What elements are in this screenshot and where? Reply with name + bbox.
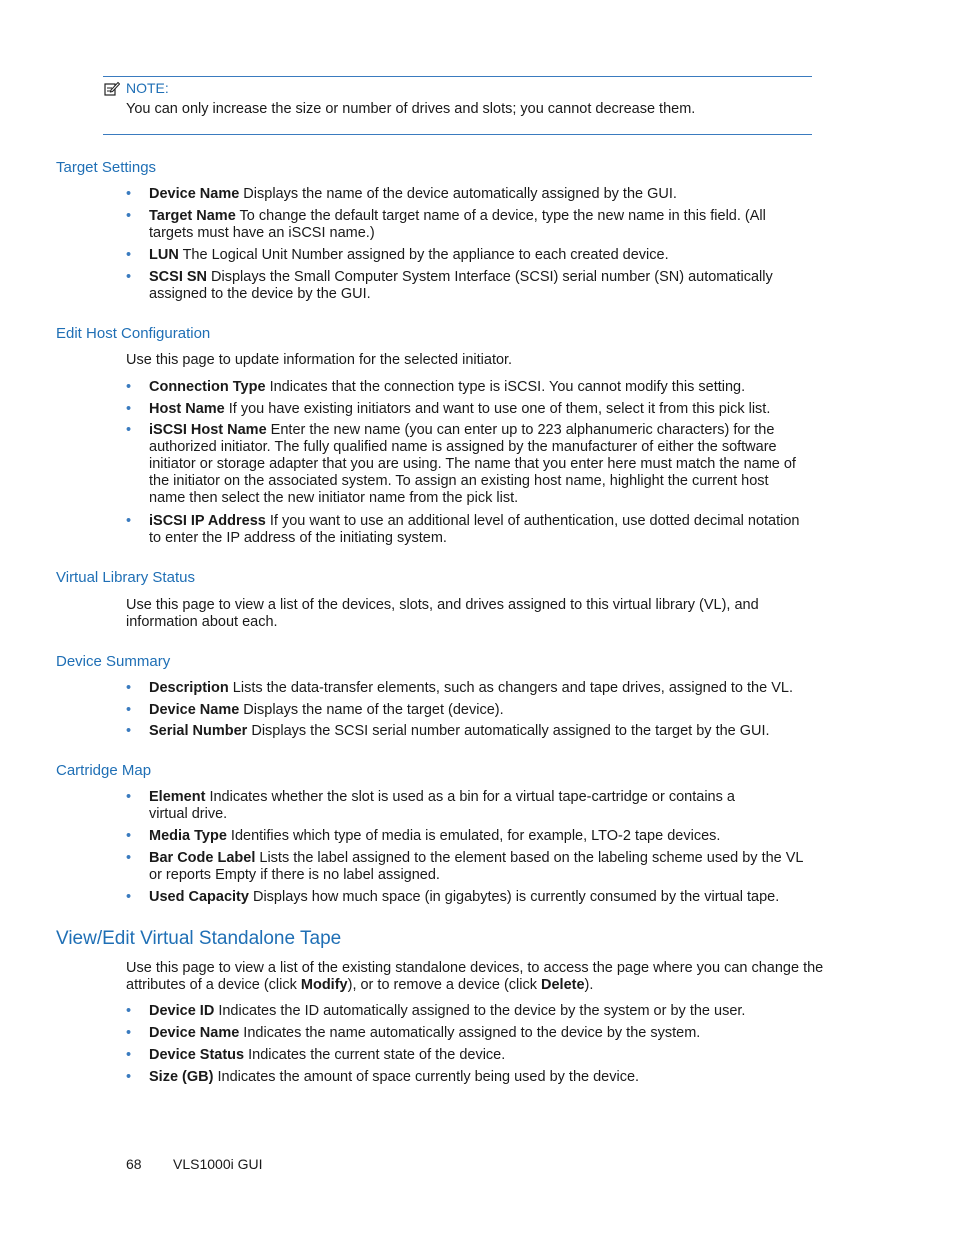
list-item: • Device Name Displays the name of the target (device). [126, 702, 504, 718]
standalone-intro: Use this page to view a list of the existing standalone devices, to access the page where you can change the attributes of a device (click Modify), or to remove a device (click Delete). [126, 960, 824, 993]
bullet-icon: • [126, 889, 132, 905]
list-item: • Host Name If you have existing initiators and want to use one of them, select it from this pick list. [126, 401, 771, 417]
bullet-icon: • [126, 1003, 132, 1019]
list-item: • iSCSI Host Name Enter the new name (you can enter up to 223 alphanumeric characters) for the authorized initiator. The fully qualified name is assigned by the manufacturer of either the software initiator or storage adapter that you are using. The name that you enter here must match the name of the initiator on the associated system. To assign an existing host name, highlight the current host name then select the new initiator name from the pick list. [126, 422, 796, 506]
list-item: • Device Name Displays the name of the device automatically assigned by the GUI. [126, 186, 677, 202]
bullet-icon: • [126, 269, 132, 285]
heading-edit-host-configuration: Edit Host Configuration [56, 325, 211, 342]
list-item: • SCSI SN Displays the Small Computer System Interface (SCSI) serial number (SN) automatically assigned to the device by the GUI. [126, 269, 773, 302]
note-header [104, 80, 169, 96]
edit-host-intro: Use this page to update information for the selected initiator. [126, 352, 513, 368]
bullet-icon: • [126, 401, 132, 417]
bullet-icon: • [126, 186, 132, 202]
bullet-icon: • [126, 513, 132, 529]
bullet-icon: • [126, 828, 132, 844]
list-item: • Description Lists the data-transfer elements, such as changers and tape drives, assigned to the VL. [126, 680, 793, 696]
heading-target-settings: Target Settings [56, 159, 157, 176]
footer-title: VLS1000i GUI [173, 1156, 263, 1172]
bullet-icon: • [126, 702, 132, 718]
note-pencil-icon [104, 81, 120, 96]
bullet-icon: • [126, 723, 132, 739]
list-item: • Target Name To change the default target name of a device, type the new name in this field. (All targets must have an iSCSI name.) [126, 208, 766, 241]
list-item: • Connection Type Indicates that the connection type is iSCSI. You cannot modify this setting. [126, 379, 746, 395]
bullet-icon: • [126, 680, 132, 696]
bullet-icon: • [126, 850, 132, 866]
bullet-icon: • [126, 1069, 132, 1085]
list-item: • Serial Number Displays the SCSI serial number automatically assigned to the target by the GUI. [126, 723, 770, 739]
bullet-icon: • [126, 422, 132, 438]
list-item: • Device ID Indicates the ID automatically assigned to the device by the system or by the user. [126, 1003, 746, 1019]
bullet-icon: • [126, 789, 132, 805]
bullet-icon: • [126, 208, 132, 224]
list-item: • Element Indicates whether the slot is used as a bin for a virtual tape-cartridge or contains a virtual drive. [126, 789, 735, 822]
vl-status-intro: Use this page to view a list of the devices, slots, and drives assigned to this virtual library (VL), and information about each. [126, 597, 759, 630]
list-item: • Size (GB) Indicates the amount of space currently being used by the device. [126, 1069, 640, 1085]
note-label: NOTE: [126, 80, 169, 96]
bullet-icon: • [126, 1025, 132, 1041]
list-item: • Bar Code Label Lists the label assigned to the element based on the labeling scheme used by the VL or reports Empty if there is no label assigned. [126, 850, 803, 883]
heading-device-summary: Device Summary [56, 653, 171, 670]
list-item: • Device Status Indicates the current state of the device. [126, 1047, 506, 1063]
bullet-icon: • [126, 1047, 132, 1063]
note-box [103, 76, 812, 135]
heading-virtual-library-status: Virtual Library Status [56, 569, 195, 586]
heading-cartridge-map: Cartridge Map [56, 762, 152, 779]
list-item: • Used Capacity Displays how much space (in gigabytes) is currently consumed by the virtual tape. [126, 889, 780, 905]
list-item: • Device Name Indicates the name automatically assigned to the device by the system. [126, 1025, 701, 1041]
heading-view-edit-virtual-standalone-tape: View/Edit Virtual Standalone Tape [56, 928, 342, 949]
bullet-icon: • [126, 247, 132, 263]
page-number: 68 [126, 1156, 142, 1172]
list-item: • iSCSI IP Address If you want to use an additional level of authentication, use dotted decimal notation to enter the IP address of the initiating system. [126, 513, 800, 546]
list-item: • LUN The Logical Unit Number assigned by the appliance to each created device. [126, 247, 669, 263]
bullet-icon: • [126, 379, 132, 395]
list-item: • Media Type Identifies which type of media is emulated, for example, LTO-2 tape devices. [126, 828, 721, 844]
note-text: You can only increase the size or number of drives and slots; you cannot decrease them. [126, 101, 696, 117]
